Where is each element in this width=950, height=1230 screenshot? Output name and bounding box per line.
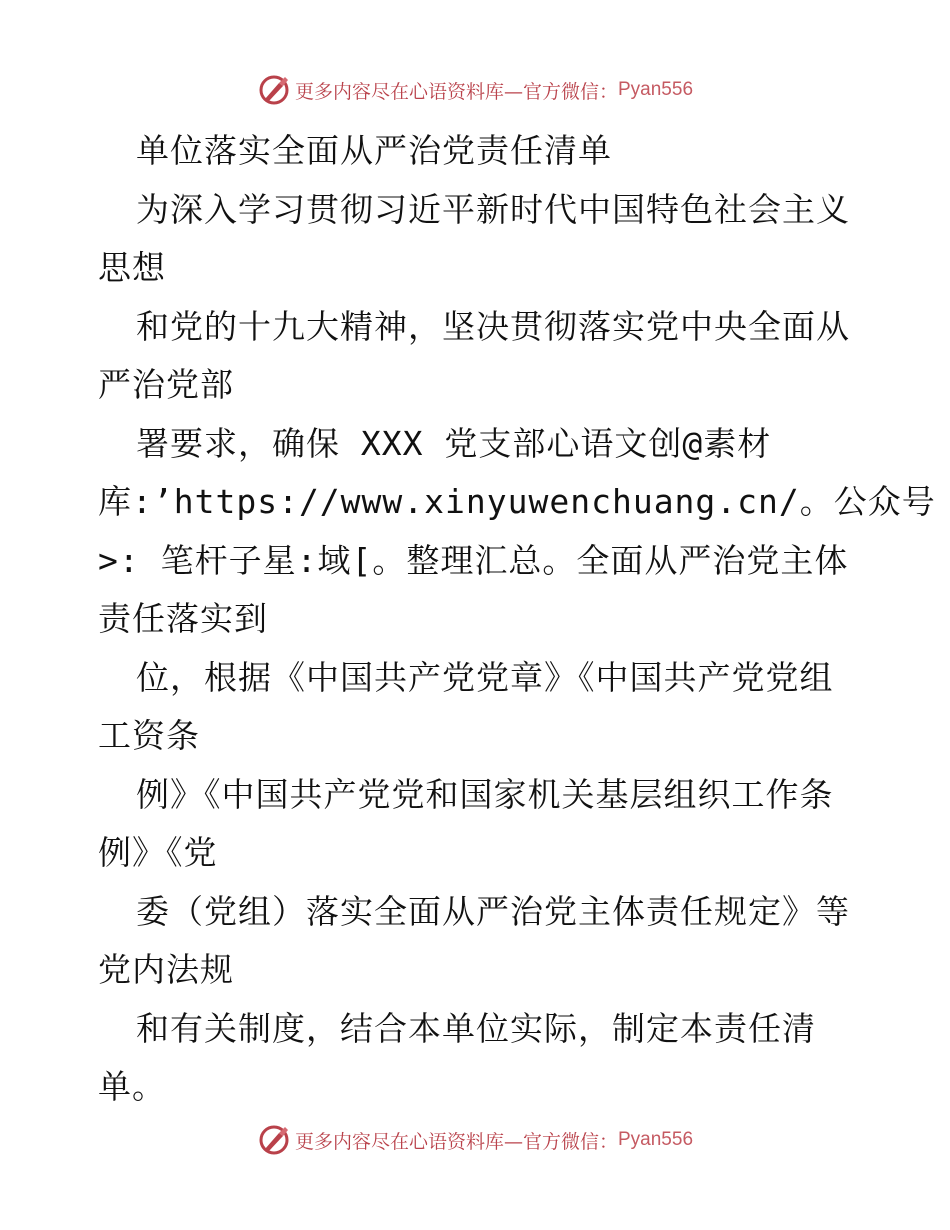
header-banner-handle: Pyan556 (618, 79, 694, 100)
header-banner-text: 更多内容尽在心语资料库—官方微信： (294, 80, 618, 103)
pen-logo-icon (257, 73, 291, 107)
document-title: 单位落实全面从严治党责任清单 (136, 131, 612, 170)
text-line: 严治党部 (98, 365, 234, 404)
footer-banner-handle: Pyan556 (618, 1129, 694, 1150)
footer-banner (0, 1120, 950, 1160)
text-line: 委（党组）落实全面从严治党主体责任规定》等 (136, 891, 850, 931)
text-line: 和党的十九大精神，坚决贯彻落实党中央全面从 (136, 306, 850, 346)
text-line: 例》《党 (98, 833, 218, 872)
text-line: 库:’https://www.xinyuwenchuang.cn/。公众号 (98, 482, 936, 521)
text-line: >: 笔杆子星:域[。整理汇总。全面从严治党主体 (98, 540, 849, 580)
text-line: 位，根据《中国共产党党章》《中国共产党党组 (136, 657, 834, 697)
text-line: 责任落实到 (98, 599, 268, 638)
text-line: 例》《中国共产党党和国家机关基层组织工作条 (136, 774, 834, 814)
text-line: 为深入学习贯彻习近平新时代中国特色社会主义 (136, 189, 850, 229)
footer-banner-text: 更多内容尽在心语资料库—官方微信： (294, 1130, 618, 1153)
text-line: 单。 (98, 1067, 166, 1106)
text-line: 署要求，确保 XXX 党支部心语文创@素材 (136, 423, 772, 463)
text-line: 思想 (98, 248, 166, 287)
text-line: 和有关制度，结合本单位实际，制定本责任清 (136, 1008, 816, 1048)
pen-logo-icon (257, 1123, 291, 1157)
header-banner (0, 70, 950, 110)
document-body (98, 122, 936, 1117)
text-line: 党内法规 (98, 950, 234, 989)
text-line: 工资条 (98, 716, 200, 755)
